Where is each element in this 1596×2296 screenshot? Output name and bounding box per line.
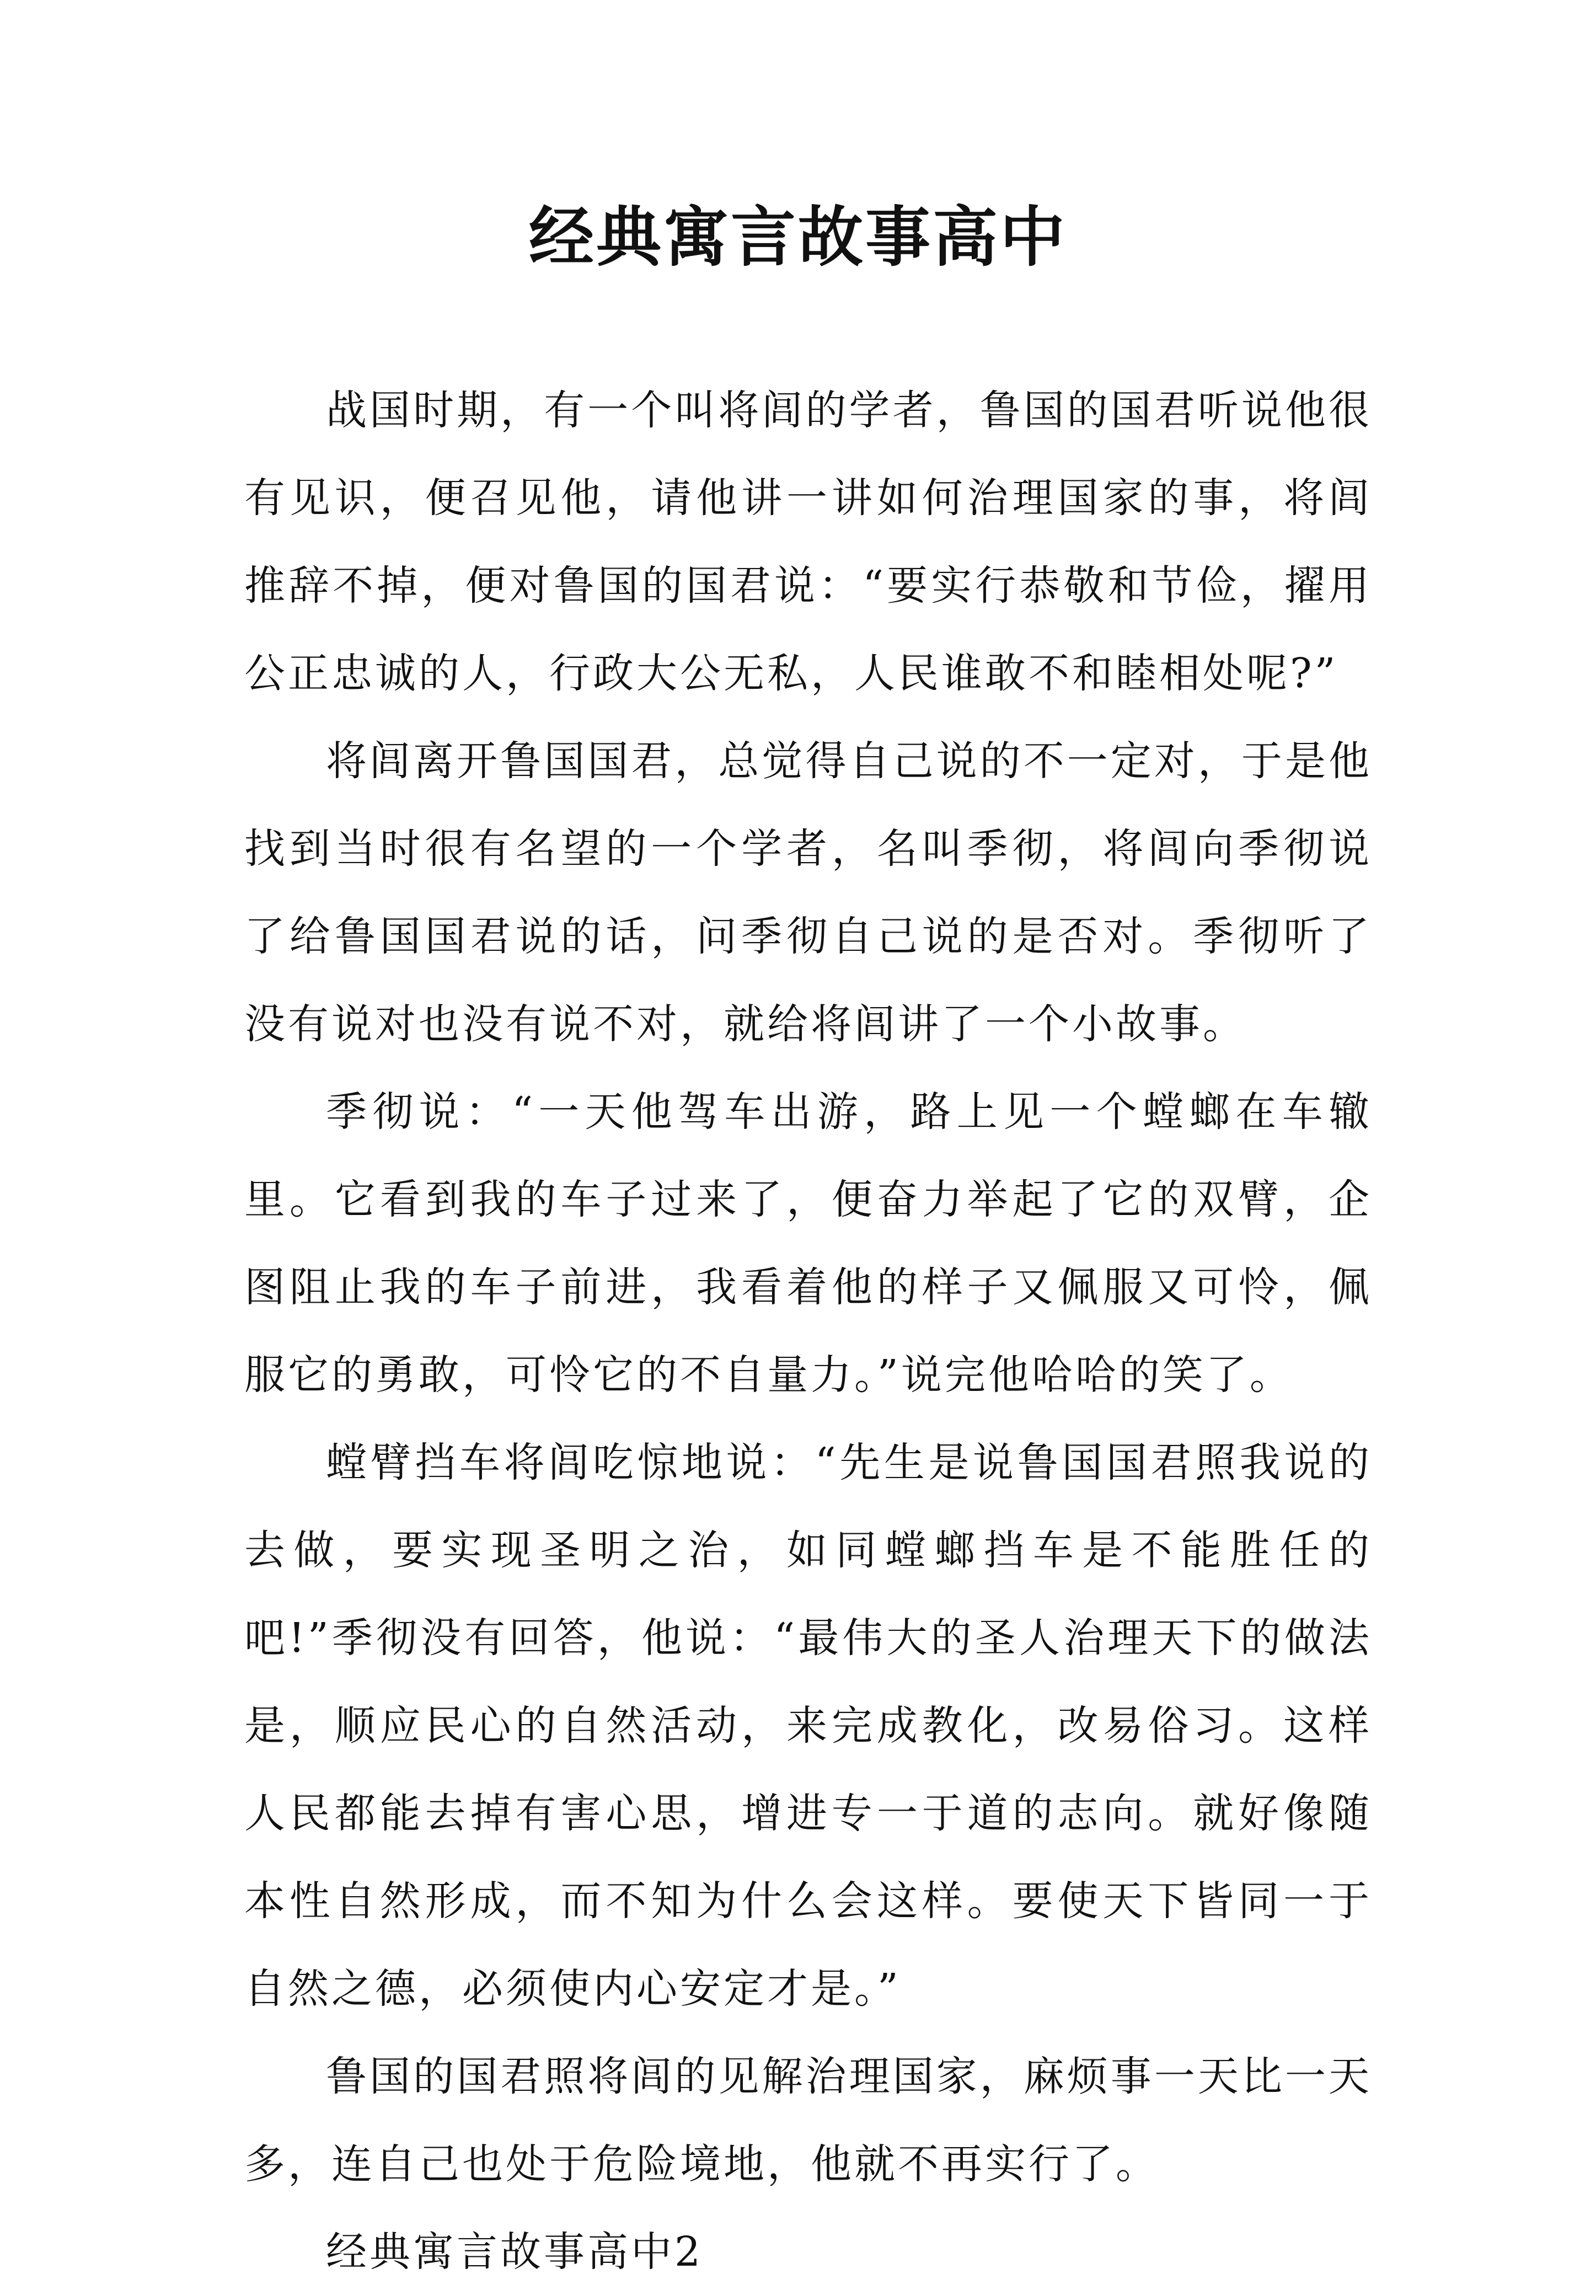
paragraph-2: 将闾离开鲁国国君，总觉得自己说的不一定对，于是他找到当时很有名望的一个学者，名叫季彻，将闾向季彻说了给鲁国国君说的话，问季彻自己说的是否对。季彻听了没有说对也没有说不对，就给将闾讲了一个小故事。 — [244, 737, 1372, 1048]
paragraph-5: 鲁国的国君照将闾的见解治理国家，麻烦事一天比一天多，连自己也处于危险境地，他就不再实行了。 — [244, 2053, 1372, 2188]
paragraph-3: 季彻说：“一天他驾车出游，路上见一个螳螂在车辙里。它看到我的车子过来了，便奋力举起了它的双臂，企图阻止我的车子前进，我看着他的样子又佩服又可怜，佩服它的勇敢，可怜它的不自量力。”说完他哈哈的笑了。 — [244, 1088, 1372, 1399]
section-heading-2: 经典寓言故事高中2 — [326, 2228, 704, 2276]
document-title: 经典寓言故事高中 — [528, 199, 1067, 275]
paragraph-4: 螳臂挡车将闾吃惊地说：“先生是说鲁国国君照我说的去做，要实现圣明之治，如同螳螂挡车是不能胜任的吧!”季彻没有回答，他说：“最伟大的圣人治理天下的做法是，顺应民心的自然活动，来完成教化，改易俗习。这样人民都能去掉有害心思，增进专一于道的志向。就好像随本性自然形成，而不知为什么会这样。要使天下皆同一于自然之德，必须使内心安定才是。” — [244, 1439, 1372, 2013]
paragraph-1: 战国时期，有一个叫将闾的学者，鲁国的国君听说他很有见识，便召见他，请他讲一讲如何治理国家的事，将闾推辞不掉，便对鲁国的国君说：“要实行恭敬和节俭，擢用公正忠诚的人，行政大公无私，人民谁敢不和睦相处呢?” — [244, 387, 1372, 697]
document-body — [244, 367, 1372, 2296]
